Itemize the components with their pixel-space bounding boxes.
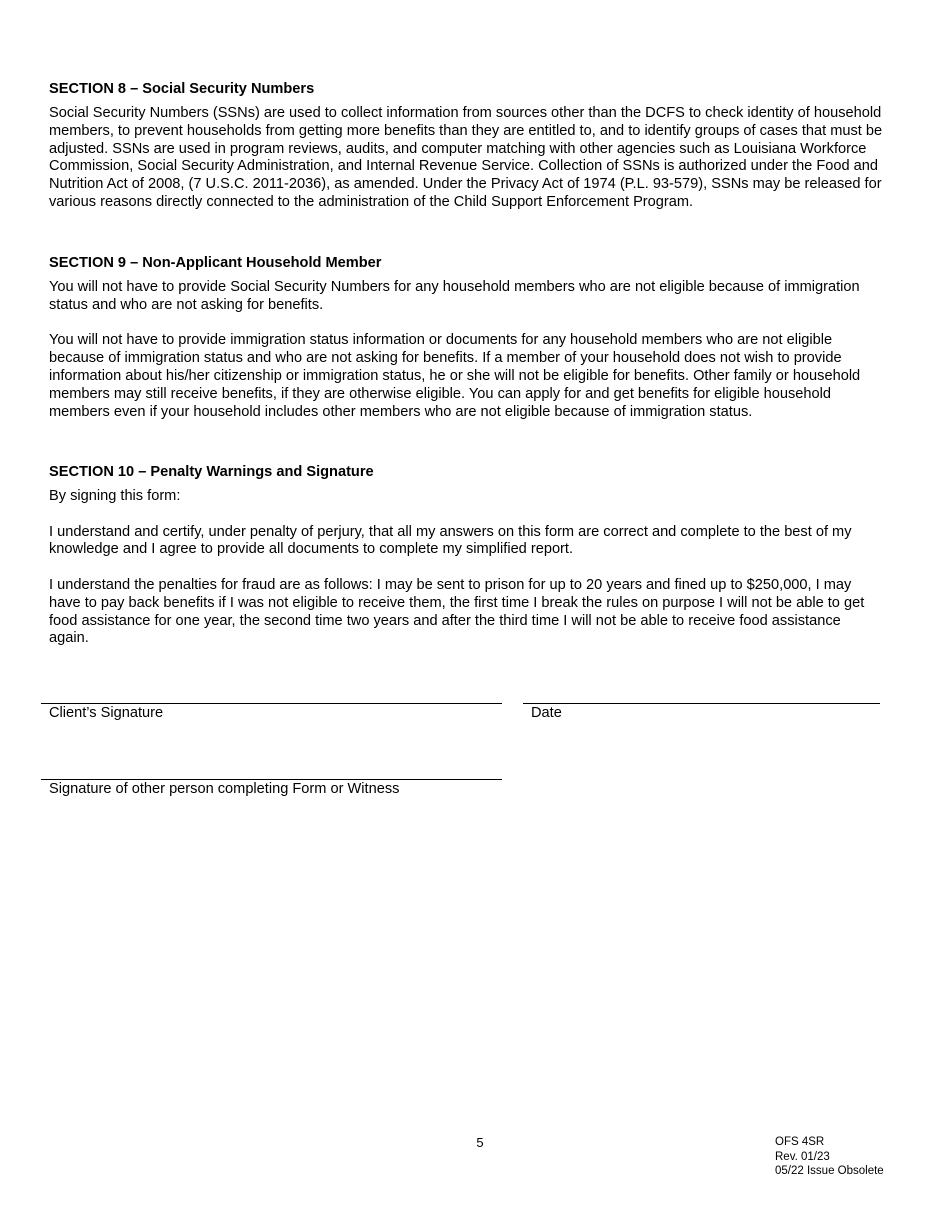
section-10 [49, 464, 884, 648]
page-number: 5 [476, 1135, 484, 1150]
section-10-paragraph-1: By signing this form: [49, 488, 181, 504]
date-line[interactable] [523, 703, 880, 704]
form-id: OFS 4SR [775, 1136, 825, 1148]
section-8 [49, 81, 884, 212]
witness-signature-line[interactable] [41, 779, 502, 780]
client-signature-label: Client’s Signature [49, 705, 164, 721]
form-revision: Rev. 01/23 [775, 1150, 830, 1163]
form-info [775, 1135, 884, 1179]
section-9-paragraph-1: You will not have to provide Social Security Numbers for any household members who are not eligible because of immigration status and who are not asking for benefits. [49, 279, 860, 313]
section-9-heading: SECTION 9 – Non-Applicant Household Member [49, 255, 382, 271]
date-label: Date [531, 705, 562, 721]
section-10-heading: SECTION 10 – Penalty Warnings and Signature [49, 464, 374, 480]
obsolete-note: 05/22 Issue Obsolete [775, 1165, 884, 1177]
section-9 [49, 255, 884, 421]
witness-signature-label: Signature of other person completing Form or Witness [49, 781, 400, 797]
client-signature-line[interactable] [41, 703, 502, 704]
section-8-heading: SECTION 8 – Social Security Numbers [49, 81, 315, 97]
section-10-paragraph-3: I understand the penalties for fraud are as follows: I may be sent to prison for up to 20 years and fined up to $250,000, I may have to pay back benefits if I was not eligible to receive them, the first time I break the rules on purpose I will not be able to get food assistance for one year, the second time two years and after the third time I will not be able to receive food assistance again. [49, 576, 865, 647]
section-9-paragraph-2: You will not have to provide immigration status information or documents for any household members who are not eligible because of immigration status and who are not asking for benefits. If a member of your household does not wish to provide information about his/her citizenship or immigration status, he or she will not be eligible for benefits. Other family or household members may still receive benefits, if they are otherwise eligible. You can apply for and get benefits for eligible household members even if your household includes other members who are not eligible because of immigration status. [49, 332, 861, 420]
section-10-paragraph-2: I understand and certify, under penalty of perjury, that all my answers on this form are correct and complete to the best of my knowledge and I agree to provide all documents to complete my simplified report. [49, 523, 852, 558]
section-8-paragraph-1: Social Security Numbers (SSNs) are used to collect information from sources other than the DCFS to check identity of household members, to prevent households from getting more benefits than they are entitled to, and to identify groups of cases that must be adjusted. SSNs are used in program reviews, audits, and computer matching with other agencies such as Louisiana Workforce Commission, Social Security Administration, and Internal Revenue Service. Collection of SSNs is authorized under the Food and Nutrition Act of 2008, (7 U.S.C. 2011-2036), as amended. Under the Privacy Act of 1974 (P.L. 93-579), SSNs may be released for various reasons directly connected to the administration of the Child Support Enforcement Program. [49, 105, 883, 210]
